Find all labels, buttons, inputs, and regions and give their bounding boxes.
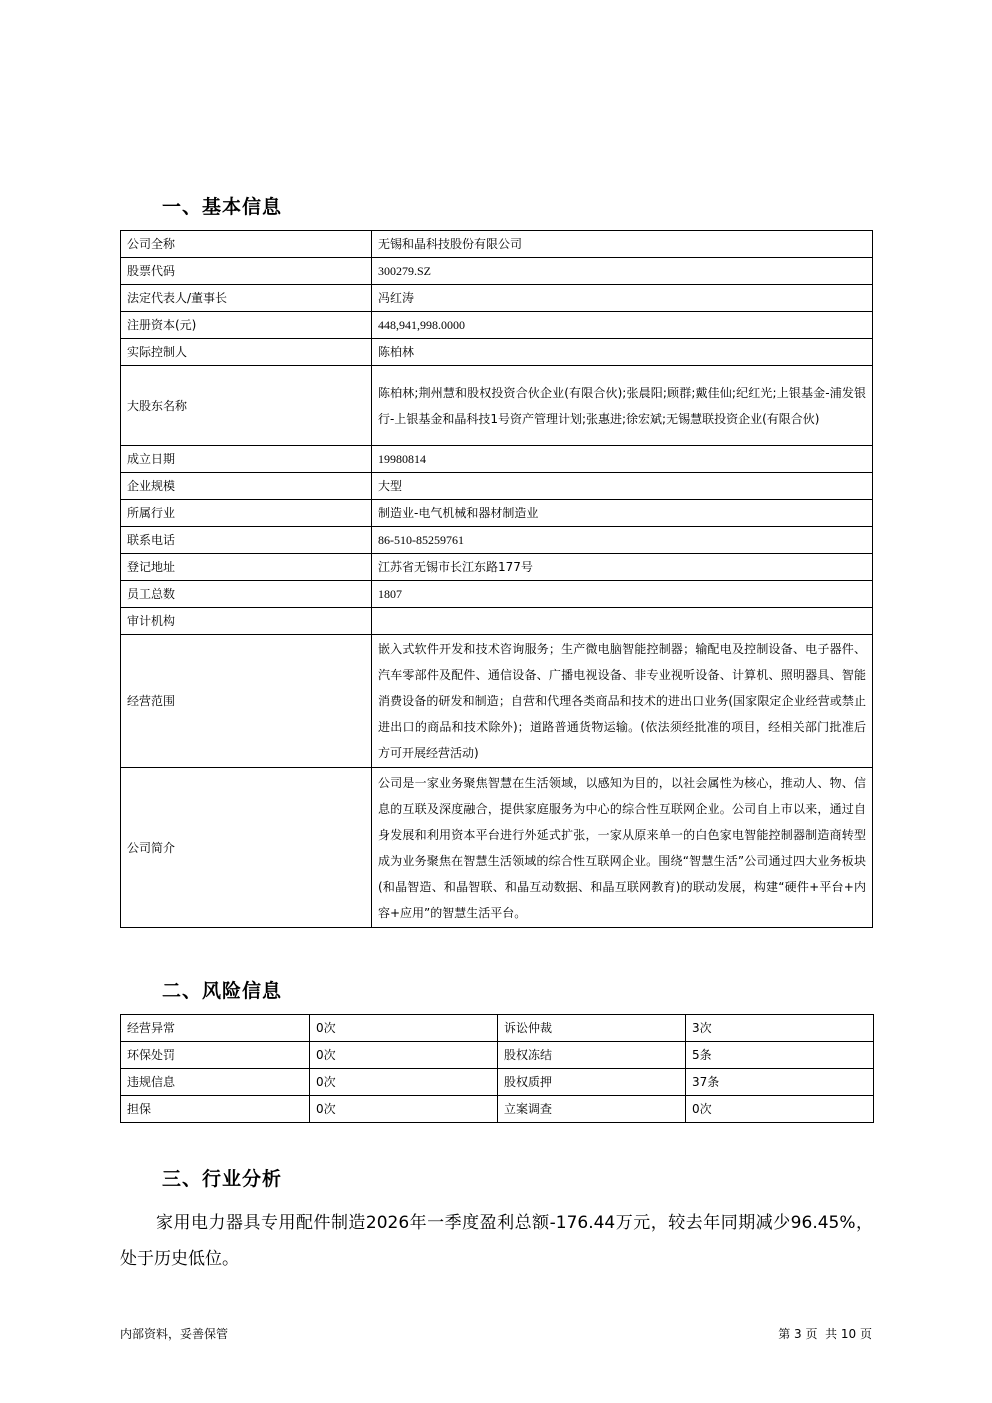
basic-info-label: 员工总数 xyxy=(121,581,372,608)
risk-info-label: 立案调查 xyxy=(498,1096,686,1123)
risk-info-label: 担保 xyxy=(121,1096,310,1123)
basic-info-row xyxy=(121,366,873,446)
basic-info-row xyxy=(121,446,873,473)
basic-info-value: 陈柏林;荆州慧和股权投资合伙企业(有限合伙);张晨阳;顾群;戴佳仙;纪红光;上银基金-浦发银行-上银基金和晶科技1号资产管理计划;张惠进;徐宏斌;无锡慧联投资企业(有限合伙) xyxy=(372,366,873,446)
basic-info-row xyxy=(121,285,873,312)
basic-info-label: 成立日期 xyxy=(121,446,372,473)
footer-page-number: 第 3 页 共 10 页 xyxy=(778,1327,872,1341)
basic-info-label: 联系电话 xyxy=(121,527,372,554)
basic-info-row xyxy=(121,608,873,635)
basic-info-value: 448,941,998.0000 xyxy=(372,312,873,339)
basic-info-label: 股票代码 xyxy=(121,258,372,285)
basic-info-row xyxy=(121,581,873,608)
risk-info-row xyxy=(121,1069,874,1096)
basic-info-value: 86-510-85259761 xyxy=(372,527,873,554)
basic-info-value: 制造业-电气机械和器材制造业 xyxy=(372,500,873,527)
basic-info-label: 公司全称 xyxy=(121,231,372,258)
basic-info-label: 公司简介 xyxy=(121,768,372,928)
basic-info-row xyxy=(121,258,873,285)
basic-info-table xyxy=(120,230,873,928)
risk-info-label: 股权质押 xyxy=(498,1069,686,1096)
risk-info-row xyxy=(121,1042,874,1069)
basic-info-value: 300279.SZ xyxy=(372,258,873,285)
basic-info-value: 陈柏林 xyxy=(372,339,873,366)
basic-info-row xyxy=(121,500,873,527)
industry-analysis-paragraph: 家用电力器具专用配件制造2026年一季度盈利总额-176.44万元，较去年同期减少96.45%，处于历史低位。 xyxy=(120,1213,873,1269)
basic-info-value: 19980814 xyxy=(372,446,873,473)
risk-info-label: 环保处罚 xyxy=(121,1042,310,1069)
risk-info-value: 0次 xyxy=(310,1069,498,1096)
risk-info-row xyxy=(121,1015,874,1042)
basic-info-row xyxy=(121,554,873,581)
risk-info-value: 3次 xyxy=(686,1015,874,1042)
risk-info-value: 5条 xyxy=(686,1042,874,1069)
basic-info-value: 冯红涛 xyxy=(372,285,873,312)
basic-info-row xyxy=(121,231,873,258)
risk-info-label: 股权冻结 xyxy=(498,1042,686,1069)
risk-info-label: 违规信息 xyxy=(121,1069,310,1096)
basic-info-row xyxy=(121,339,873,366)
section-title-risk-info: 二、风险信息 xyxy=(162,980,283,1002)
risk-info-value: 0次 xyxy=(310,1096,498,1123)
basic-info-row xyxy=(121,312,873,339)
basic-info-label: 经营范围 xyxy=(121,635,372,768)
basic-info-label: 登记地址 xyxy=(121,554,372,581)
basic-info-label: 企业规模 xyxy=(121,473,372,500)
risk-info-value: 0次 xyxy=(310,1015,498,1042)
basic-info-value: 公司是一家业务聚焦智慧在生活领域，以感知为目的，以社会属性为核心，推动人、物、信息的互联及深度融合，提供家庭服务为中心的综合性互联网企业。公司自上市以来，通过自身发展和利用资本平台进行外延式扩张，一家从原来单一的白色家电智能控制器制造商转型成为业务聚焦在智慧生活领域的综合性互联网企业。围绕“智慧生活”公司通过四大业务板块(和晶智造、和晶智联、和晶互动数据、和晶互联网教育)的联动发展，构建“硬件+平台+内容+应用”的智慧生活平台。 xyxy=(372,768,873,928)
basic-info-label: 审计机构 xyxy=(121,608,372,635)
risk-info-label: 经营异常 xyxy=(121,1015,310,1042)
basic-info-row xyxy=(121,635,873,768)
basic-info-label: 所属行业 xyxy=(121,500,372,527)
risk-info-row xyxy=(121,1096,874,1123)
risk-info-value: 0次 xyxy=(310,1042,498,1069)
basic-info-label: 法定代表人/董事长 xyxy=(121,285,372,312)
footer-confidential-note: 内部资料，妥善保管 xyxy=(120,1327,229,1341)
basic-info-label: 实际控制人 xyxy=(121,339,372,366)
basic-info-value: 无锡和晶科技股份有限公司 xyxy=(372,231,873,258)
risk-info-value: 0次 xyxy=(686,1096,874,1123)
basic-info-value: 大型 xyxy=(372,473,873,500)
basic-info-label: 大股东名称 xyxy=(121,366,372,446)
section-title-industry-analysis: 三、行业分析 xyxy=(162,1168,283,1190)
risk-info-value: 37条 xyxy=(686,1069,874,1096)
basic-info-row xyxy=(121,527,873,554)
basic-info-row xyxy=(121,473,873,500)
basic-info-value: 江苏省无锡市长江东路177号 xyxy=(372,554,873,581)
risk-info-label: 诉讼仲裁 xyxy=(498,1015,686,1042)
basic-info-label: 注册资本(元) xyxy=(121,312,372,339)
basic-info-value xyxy=(372,608,873,635)
basic-info-row xyxy=(121,768,873,928)
section-title-basic-info: 一、基本信息 xyxy=(162,196,283,218)
risk-info-table xyxy=(120,1014,874,1123)
basic-info-value: 1807 xyxy=(372,581,873,608)
basic-info-value: 嵌入式软件开发和技术咨询服务；生产微电脑智能控制器；输配电及控制设备、电子器件、汽车零部件及配件、通信设备、广播电视设备、非专业视听设备、计算机、照明器具、智能消费设备的研发和制造；自营和代理各类商品和技术的进出口业务(国家限定企业经营或禁止进出口的商品和技术除外)；道路普通货物运输。(依法须经批准的项目，经相关部门批准后方可开展经营活动) xyxy=(372,635,873,768)
